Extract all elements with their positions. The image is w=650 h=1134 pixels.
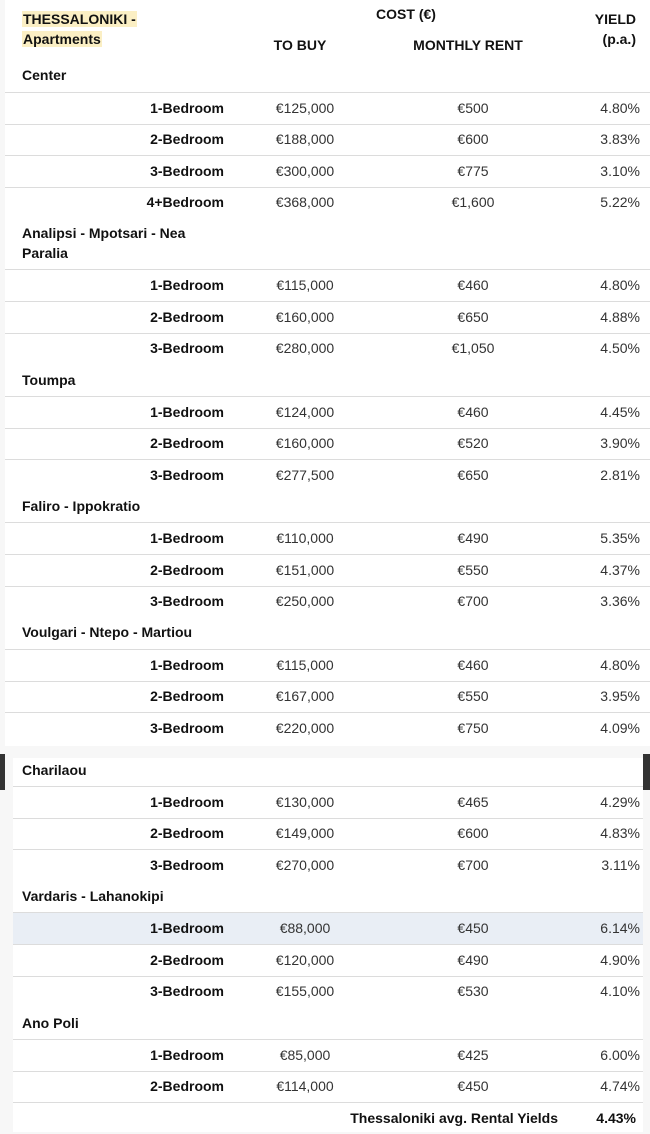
bedroom-cell: 2-Bedroom	[150, 952, 224, 968]
monthly-rent-cell: €650	[457, 467, 489, 483]
buy-price-cell: €270,000	[275, 857, 335, 873]
yield-cell: 4.80%	[600, 100, 640, 116]
to-buy-header: TO BUY	[273, 37, 327, 53]
monthly-rent-cell: €600	[457, 825, 489, 841]
bedroom-cell: 2-Bedroom	[150, 131, 224, 147]
bedroom-cell: 3-Bedroom	[150, 720, 224, 736]
cost-header: COST (€)	[376, 6, 436, 22]
footer-row	[13, 1103, 643, 1134]
monthly-rent-header: MONTHLY RENT	[413, 37, 523, 53]
table-row	[5, 156, 650, 187]
yield-header-line-2: (p.a.)	[602, 31, 636, 47]
yield-header-line-1: YIELD	[594, 11, 636, 27]
buy-price-cell: €160,000	[275, 435, 335, 451]
bedroom-cell: 4+Bedroom	[146, 194, 224, 210]
monthly-rent-cell: €450	[457, 1078, 489, 1094]
buy-price-cell: €115,000	[276, 277, 334, 293]
yield-cell: 4.83%	[600, 825, 640, 841]
buy-price-cell: €220,000	[275, 720, 335, 736]
yield-cell: 6.00%	[600, 1047, 640, 1063]
right-edge-marker	[643, 754, 650, 790]
buy-price-cell: €120,000	[275, 952, 335, 968]
monthly-rent-cell: €550	[457, 688, 489, 704]
bedroom-cell: 3-Bedroom	[150, 467, 224, 483]
yield-cell: 3.36%	[600, 593, 640, 609]
group-title-vardaris: Vardaris - Lahanokipi	[22, 888, 164, 904]
table-row	[5, 270, 650, 301]
table-row	[5, 713, 650, 744]
group-title-faliro: Faliro - Ippokratio	[22, 498, 141, 514]
yield-cell: 4.90%	[600, 952, 640, 968]
bedroom-cell: 2-Bedroom	[150, 825, 224, 841]
table-row	[5, 397, 650, 428]
monthly-rent-cell: €460	[457, 404, 489, 420]
table-row	[5, 93, 650, 124]
buy-price-cell: €188,000	[275, 131, 335, 147]
yield-cell: 6.14%	[600, 920, 640, 936]
monthly-rent-cell: €530	[457, 983, 489, 999]
yield-cell: 4.88%	[600, 309, 640, 325]
table-row	[5, 681, 650, 712]
bedroom-cell: 1-Bedroom	[150, 277, 224, 293]
yield-cell: 4.29%	[600, 794, 640, 810]
group-title-charilaou: Charilaou	[22, 762, 87, 778]
table-row	[5, 650, 650, 681]
monthly-rent-cell: €490	[457, 952, 489, 968]
buy-price-cell: €85,000	[279, 1047, 331, 1063]
bedroom-cell: 1-Bedroom	[150, 100, 224, 116]
monthly-rent-cell: €550	[457, 562, 489, 578]
table-row	[13, 818, 643, 849]
buy-price-cell: €151,000	[275, 562, 335, 578]
buy-price-cell: €167,000	[275, 688, 335, 704]
yield-cell: 3.11%	[601, 857, 640, 873]
table-row	[5, 460, 650, 491]
yield-cell: 4.37%	[600, 562, 640, 578]
left-edge-marker	[0, 754, 5, 790]
yield-cell: 4.45%	[600, 404, 640, 420]
buy-price-cell: €250,000	[275, 593, 335, 609]
buy-price-cell: €124,000	[275, 404, 335, 420]
yield-cell: 4.10%	[600, 983, 640, 999]
monthly-rent-cell: €460	[457, 657, 489, 673]
bedroom-cell: 2-Bedroom	[150, 688, 224, 704]
buy-price-cell: €160,000	[275, 309, 335, 325]
buy-price-cell: €115,000	[276, 657, 334, 673]
table-row	[13, 945, 643, 976]
monthly-rent-cell: €700	[457, 593, 489, 609]
bedroom-cell: 1-Bedroom	[150, 1047, 224, 1063]
monthly-rent-cell: €500	[457, 100, 489, 116]
yield-cell: 3.83%	[600, 131, 640, 147]
buy-price-cell: €368,000	[275, 194, 335, 210]
monthly-rent-cell: €775	[457, 163, 489, 179]
monthly-rent-cell: €650	[457, 309, 489, 325]
table-row	[5, 124, 650, 155]
yield-cell: 5.22%	[600, 194, 640, 210]
table-row-highlighted	[13, 913, 643, 944]
bedroom-cell: 3-Bedroom	[150, 163, 224, 179]
title-line-2: Apartments	[23, 31, 101, 47]
bedroom-cell: 2-Bedroom	[150, 562, 224, 578]
table-row	[5, 428, 650, 459]
monthly-rent-cell: €600	[457, 131, 489, 147]
buy-price-cell: €114,000	[276, 1078, 334, 1094]
table-row	[13, 1071, 643, 1102]
buy-price-cell: €277,500	[275, 467, 335, 483]
table-row	[5, 523, 650, 554]
table-row	[5, 555, 650, 586]
bedroom-cell: 3-Bedroom	[150, 340, 224, 356]
group-title-analipsi	[22, 223, 185, 263]
buy-price-cell: €155,000	[275, 983, 335, 999]
yield-cell: 4.09%	[600, 720, 640, 736]
yield-cell: 3.90%	[600, 435, 640, 451]
bedroom-cell: 3-Bedroom	[150, 593, 224, 609]
monthly-rent-cell: €1,600	[451, 194, 495, 210]
yield-cell: 4.50%	[600, 340, 640, 356]
bedroom-cell: 1-Bedroom	[150, 404, 224, 420]
bedroom-cell: 3-Bedroom	[150, 857, 224, 873]
monthly-rent-cell: €520	[457, 435, 489, 451]
buy-price-cell: €88,000	[279, 920, 331, 936]
monthly-rent-cell: €460	[457, 277, 489, 293]
buy-price-cell: €110,000	[276, 530, 334, 546]
bedroom-cell: 2-Bedroom	[150, 1078, 224, 1094]
yield-header	[580, 9, 636, 49]
table-row	[13, 850, 643, 881]
buy-price-cell: €125,000	[275, 100, 335, 116]
monthly-rent-cell: €700	[457, 857, 489, 873]
table-row	[5, 586, 650, 617]
table-row	[5, 333, 650, 364]
bedroom-cell: 1-Bedroom	[150, 794, 224, 810]
monthly-rent-cell: €750	[457, 720, 489, 736]
title-line-1: THESSALONIKI -	[23, 11, 136, 27]
table-row	[13, 1040, 643, 1071]
buy-price-cell: €300,000	[275, 163, 335, 179]
table-title	[22, 9, 137, 49]
group-title-ano-poli: Ano Poli	[22, 1015, 79, 1031]
group-title-line-1: Analipsi - Mpotsari - Nea	[22, 225, 186, 241]
monthly-rent-cell: €450	[457, 920, 489, 936]
group-title-center: Center	[22, 67, 67, 83]
yield-cell: 3.10%	[600, 163, 640, 179]
bedroom-cell: 2-Bedroom	[150, 435, 224, 451]
table-row	[13, 976, 643, 1007]
group-title-toumpa: Toumpa	[22, 372, 76, 388]
bedroom-cell: 2-Bedroom	[150, 309, 224, 325]
yield-cell: 5.35%	[600, 530, 640, 546]
monthly-rent-cell: €1,050	[451, 340, 495, 356]
yield-cell: 4.80%	[600, 657, 640, 673]
buy-price-cell: €149,000	[275, 825, 335, 841]
table-row	[13, 787, 643, 818]
yield-cell: 4.80%	[600, 277, 640, 293]
yield-cell: 4.74%	[600, 1078, 640, 1094]
yield-cell: 2.81%	[600, 467, 640, 483]
bedroom-cell: 1-Bedroom	[150, 530, 224, 546]
bedroom-cell: 1-Bedroom	[150, 920, 224, 936]
buy-price-cell: €130,000	[275, 794, 335, 810]
bedroom-cell: 3-Bedroom	[150, 983, 224, 999]
table-row	[5, 187, 650, 218]
group-title-line-2: Paralia	[22, 245, 68, 261]
monthly-rent-cell: €425	[457, 1047, 489, 1063]
monthly-rent-cell: €465	[457, 794, 489, 810]
group-title-voulgari: Voulgari - Ntepo - Martiou	[22, 624, 193, 640]
yield-cell: 3.95%	[600, 688, 640, 704]
avg-yield-label: Thessaloniki avg. Rental Yields	[350, 1110, 558, 1126]
table-row	[5, 302, 650, 333]
buy-price-cell: €280,000	[275, 340, 335, 356]
monthly-rent-cell: €490	[457, 530, 489, 546]
bedroom-cell: 1-Bedroom	[150, 657, 224, 673]
avg-yield-value: 4.43%	[596, 1110, 636, 1126]
